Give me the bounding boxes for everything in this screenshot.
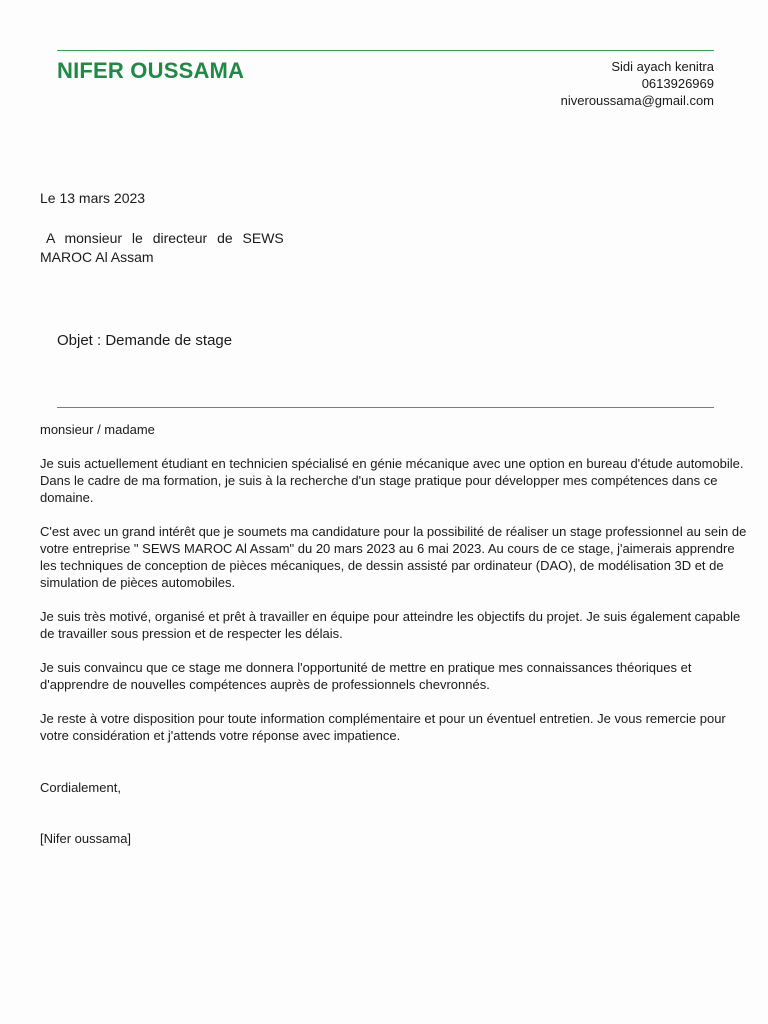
header-top-rule [57, 50, 714, 51]
sender-address: Sidi ayach kenitra [611, 59, 714, 74]
paragraph-line: Je suis très motivé, organisé et prêt à travailler en équipe pour atteindre les objectifs du projet. Je suis également capable [40, 609, 741, 625]
subject-divider-rule [57, 407, 714, 408]
recipient-line-1: A monsieur le directeur de SEWS [46, 230, 284, 246]
sender-name: NIFER OUSSAMA [57, 58, 245, 83]
sender-phone: 0613926969 [641, 76, 714, 91]
paragraph-line: d'apprendre de nouvelles compétences auprès de professionnels chevronnés. [40, 677, 490, 693]
body-paragraph [40, 455, 760, 507]
letter-subject: Objet : Demande de stage [57, 332, 233, 349]
sender-email: niveroussama@gmail.com [560, 93, 714, 108]
body-paragraph [40, 608, 760, 642]
paragraph-line: votre entreprise " SEWS MAROC Al Assam" du 20 mars 2023 au 6 mai 2023. Au cours de ce stage, j'aimerais apprendre [40, 541, 735, 557]
paragraph-line: Je suis convaincu que ce stage me donnera l'opportunité de mettre en pratique mes connaissances théoriques et [40, 660, 692, 676]
body-paragraph [40, 710, 760, 744]
paragraph-line: simulation de pièces automobiles. [40, 575, 236, 591]
paragraph-line: Dans le cadre de ma formation, je suis à la recherche d'un stage pratique pour développer mes compétences dans ce [40, 472, 718, 488]
letter-signature: [Nifer oussama] [40, 831, 132, 846]
paragraph-line: les techniques de conception de pièces mécaniques, de dessin assisté par ordinateur (DAO), de modélisation 3D et de [40, 558, 724, 574]
letter-body [40, 421, 760, 761]
recipient-line-2: MAROC Al Assam [40, 249, 154, 265]
letter-date: Le 13 mars 2023 [40, 190, 146, 206]
letter-closing: Cordialement, [40, 780, 121, 795]
body-paragraph [40, 659, 760, 693]
paragraph-line: votre considération et j'attends votre réponse avec impatience. [40, 728, 401, 744]
paragraph-line: Je reste à votre disposition pour toute information complémentaire et pour un éventuel entretien. Je vous remercie pour [40, 710, 726, 726]
paragraph-line: Je suis actuellement étudiant en technicien spécialisé en génie mécanique avec une option en bureau d'étude automobile. [40, 455, 744, 471]
paragraph-line: domaine. [40, 490, 94, 506]
recipient-block [40, 229, 284, 267]
letter-greeting: monsieur / madame [40, 422, 155, 437]
body-paragraph [40, 523, 760, 592]
paragraph-line: de travailler sous pression et de respecter les délais. [40, 626, 343, 642]
sender-contact-block [561, 58, 714, 109]
paragraph-line: C'est avec un grand intérêt que je soumets ma candidature pour la possibilité de réaliser un stage professionnel au sein de [40, 523, 747, 539]
